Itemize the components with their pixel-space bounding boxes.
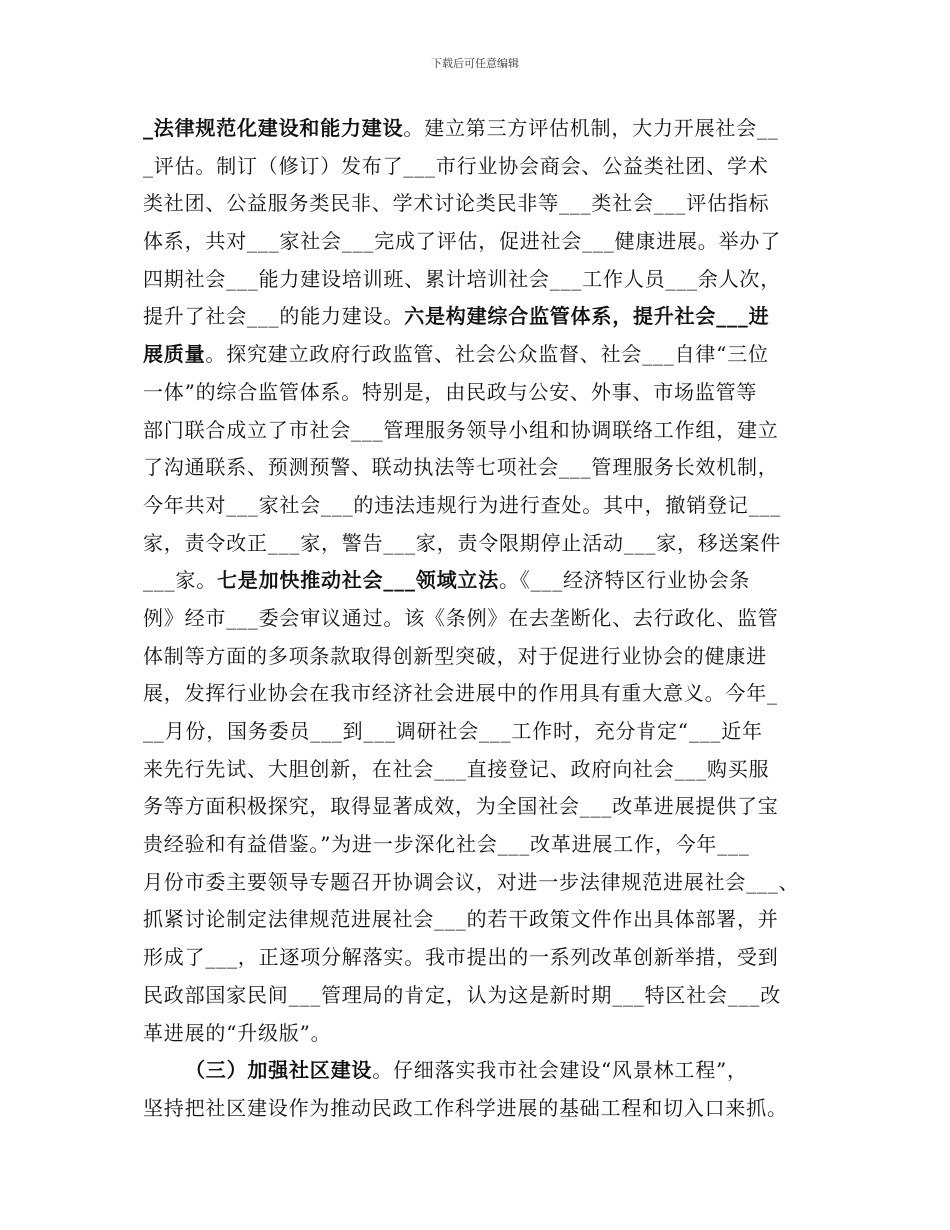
text-line: [143, 600, 823, 638]
text-line: [143, 939, 823, 977]
text-line: [143, 298, 823, 336]
text-line: [143, 1052, 823, 1090]
text-segment: 抓紧讨论制定法律规范进展社会___的若干政策文件作出具体部署，并: [143, 907, 779, 932]
text-segment: 提升了社会___的能力建设。: [143, 304, 405, 329]
text-segment: _评估。制订（修订）发布了___市行业协会商会、公益类社团、学术: [143, 153, 769, 178]
text-segment: 。仔细落实我市社会建设“风景林工程”，: [372, 1058, 748, 1083]
document-body: [143, 110, 823, 1128]
text-segment: 贵经验和有益借鉴。”为进一步深化社会___改革进展工作，今年___: [143, 832, 750, 857]
text-line: [143, 788, 823, 826]
bold-text: 展质量: [143, 342, 206, 367]
bold-text: _法律规范化建设和能力建设: [143, 116, 404, 140]
text-line: [143, 336, 823, 374]
text-segment: 一体”的综合监管体系。特别是，由民政与公安、外事、市场监管等: [143, 379, 758, 404]
text-segment: 。《___经济特区行业协会条: [499, 568, 751, 593]
text-line: [143, 487, 823, 525]
text-line: [143, 148, 823, 186]
text-line: [143, 412, 823, 450]
text-segment: __月份，国务委员___到___调研社会___工作时，充分肯定“___近年: [143, 719, 763, 743]
text-segment: 。探究建立政府行政监管、社会公众监督、社会___自律“三位: [205, 342, 769, 367]
page-header: 下载后可任意编辑: [431, 57, 519, 70]
text-segment: ___家。: [143, 568, 217, 593]
text-line: [143, 713, 823, 751]
text-line: [143, 864, 823, 902]
bold-text: 七是加快推动社会___领域立法: [217, 568, 499, 593]
text-segment: 月份市委主要领导专题召开协调会议，对进一步法律规范进展社会___、: [143, 869, 800, 894]
text-line: [143, 261, 823, 299]
text-segment: 家，责令改正___家，警告___家，责令限期停止活动___家，移送案件: [143, 530, 781, 555]
text-segment: 体系，共对___家社会___完成了评估，促进社会___健康进展。举办了: [143, 229, 781, 254]
bold-text: 六是构建综合监管体系，提升社会___进: [404, 304, 770, 329]
text-segment: 今年共对___家社会___的违法违规行为进行查处。其中，撤销登记___: [143, 492, 781, 517]
text-segment: 形成了___，正逐项分解落实。我市提出的一系列改革创新举措，受到: [143, 945, 779, 970]
text-segment: 了沟通联系、预测预警、联动执法等七项社会___管理服务长效机制，: [143, 455, 779, 480]
text-segment: 体制等方面的多项条款取得创新型突破，对于促进行业协会的健康进: [143, 643, 767, 668]
text-segment: 。建立第三方评估机制，大力开展社会__: [403, 116, 779, 140]
text-line: [143, 1090, 823, 1128]
text-line: [143, 525, 823, 563]
text-line: [143, 223, 823, 261]
text-segment: 例》经市___委会审议通过。该《条例》在去垄断化、去行政化、监管: [143, 605, 779, 630]
text-line: [143, 185, 823, 223]
text-segment: 展，发挥行业协会在我市经济社会进展中的作用具有重大意义。今年_: [143, 681, 778, 706]
text-line: [143, 901, 823, 939]
bold-text: （三）加强社区建设: [185, 1058, 373, 1083]
text-segment: 部门联合成立了市社会___管理服务领导小组和协调联络工作组，建立: [143, 417, 779, 442]
text-line: [143, 638, 823, 676]
text-line: [143, 675, 823, 713]
text-segment: 坚持把社区建设作为推动民政工作科学进展的基础工程和切入口来抓。: [143, 1095, 788, 1120]
text-line: [143, 562, 823, 600]
text-segment: 四期社会___能力建设培训班、累计培训社会___工作人员___余人次，: [143, 266, 781, 291]
text-line: [143, 1015, 823, 1053]
text-line: [143, 110, 823, 148]
text-line: [143, 374, 823, 412]
text-segment: 务等方面积极探究，取得显著成效，为全国社会___改革进展提供了宝: [143, 794, 779, 819]
text-line: [143, 826, 823, 864]
text-line: [143, 977, 823, 1015]
text-segment: 来先行先试、大胆创新，在社会___直接登记、政府向社会___购买服: [143, 756, 770, 781]
text-segment: 类社团、公益服务类民非、学术讨论类民非等___类社会___评估指标: [143, 191, 770, 216]
text-line: [143, 449, 823, 487]
text-segment: 革进展的“升级版”。: [143, 1020, 332, 1045]
text-line: [143, 751, 823, 789]
text-segment: 民政部国家民间___管理局的肯定，认为这是新时期___特区社会___改: [143, 982, 781, 1007]
